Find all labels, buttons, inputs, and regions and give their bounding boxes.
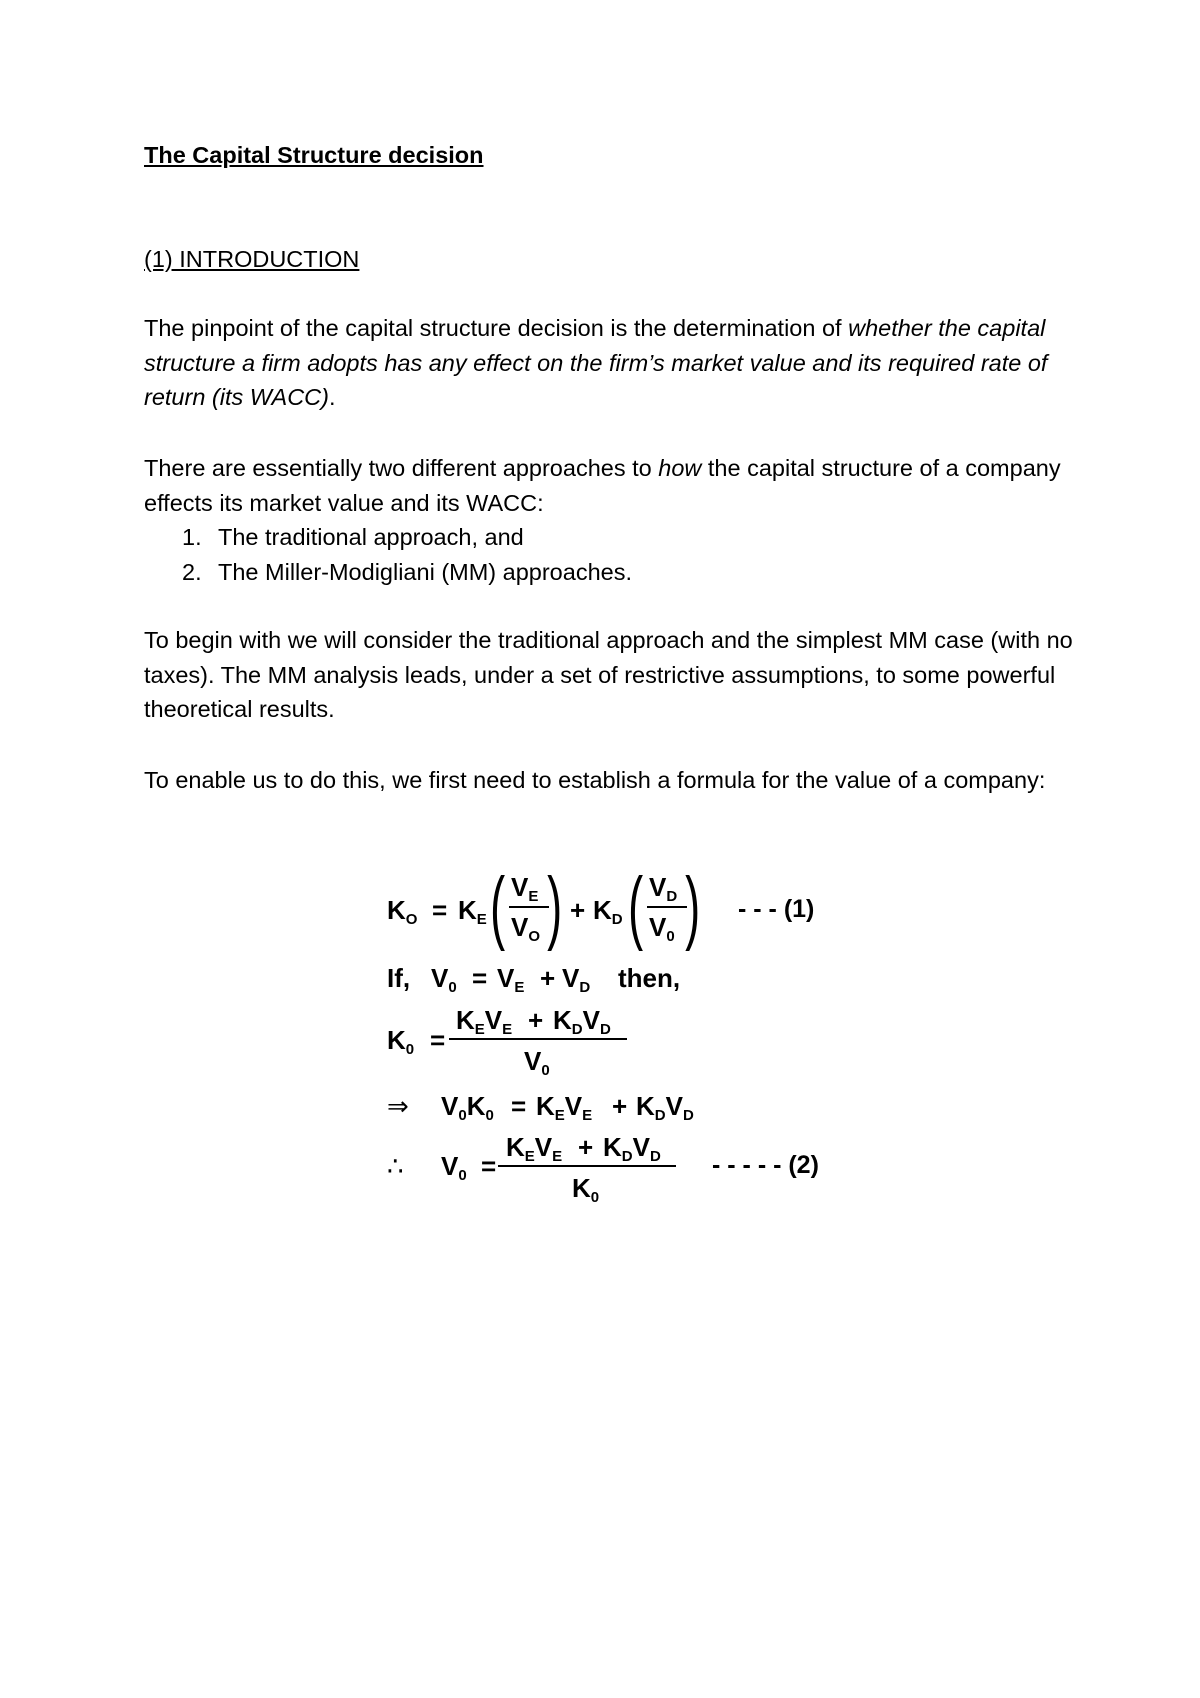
equation-term: $V_0K_0$ <box>441 1091 494 1124</box>
paragraph-emphasis: how <box>658 455 702 481</box>
list-item <box>144 555 1044 590</box>
list-item-text: The Miller-Modigliani (MM) approaches. <box>218 558 632 585</box>
fraction-numerator: $K_DV_D$ <box>603 1132 661 1165</box>
equation-term: $K_DV_D$ <box>636 1091 694 1124</box>
fraction-denominator: $V_0$ <box>649 912 675 945</box>
fraction-numerator: $V_D$ <box>649 872 678 905</box>
equation-number: - - - - - (2) <box>712 1151 819 1179</box>
equation-equals: = <box>432 895 448 925</box>
equation-plus: + <box>570 895 586 925</box>
equation-plus: + <box>540 963 556 993</box>
equation-term: $K_E$ <box>458 895 487 928</box>
paragraph-emphasis: whether the capital structure a firm adopts has any effect on the firm’s market value and its required rate of return (its WACC) <box>144 315 1048 410</box>
equation-term: $K_0$ <box>387 1025 415 1058</box>
implies-symbol: ⇒ <box>387 1091 409 1121</box>
paragraph-text: . <box>328 384 336 410</box>
paragraph-text: There are essentially two different approaches to <box>144 455 659 481</box>
equation-number: - - - (1) <box>738 895 815 923</box>
right-paren: ) <box>547 861 563 952</box>
paragraph-text: the capital structure of a company effects its market value and its WACC: <box>144 455 1061 516</box>
fraction-bar <box>449 1038 627 1040</box>
list-number: 2. <box>182 558 202 585</box>
equation-equals: = <box>430 1025 446 1055</box>
fraction-numerator: $K_EV_E$ <box>456 1005 513 1038</box>
section-heading: (1) INTRODUCTION <box>144 246 360 272</box>
equation-term: $V_0$ <box>431 963 457 996</box>
paragraph-mm-analysis: To begin with we will consider the traditional approach and the simplest MM case (with no taxes). The MM analysis leads, under a set of restrictive assumptions, to some powerful theoretical results. <box>144 627 1073 722</box>
equation-plus: + <box>612 1091 628 1121</box>
document-title: The Capital Structure decision <box>144 142 484 168</box>
condition-if: If, <box>387 963 411 993</box>
left-paren: ( <box>490 861 506 952</box>
fraction-bar <box>498 1165 676 1167</box>
condition-then: then, <box>618 963 681 993</box>
equation-term: $V_0$ <box>441 1151 467 1184</box>
fraction-denominator: $V_0$ <box>524 1046 550 1079</box>
fraction-denominator: $V_O$ <box>511 912 541 945</box>
equation-equals: = <box>511 1091 527 1121</box>
approaches-list <box>144 520 1044 589</box>
paragraph-text: The pinpoint of the capital structure decision is the determination of <box>144 315 849 341</box>
list-number: 1. <box>182 524 202 550</box>
fraction-bar <box>647 906 687 908</box>
fraction-numerator: $K_EV_E$ <box>506 1132 563 1165</box>
paragraph-formula-intro: To enable us to do this, we first need to establish a formula for the value of a company: <box>144 767 1046 793</box>
equation-term: $K_O$ <box>387 895 418 928</box>
therefore-symbol: ∴ <box>387 1151 404 1181</box>
list-item <box>144 520 1044 555</box>
fraction-denominator: $K_0$ <box>572 1173 600 1206</box>
paragraph-approaches <box>144 451 1084 520</box>
equation-term: $K_D$ <box>593 895 623 928</box>
left-paren: ( <box>628 861 644 952</box>
paragraph-intro <box>144 311 1084 415</box>
equation-plus: + <box>528 1005 544 1035</box>
equation-term: $V_E$ <box>497 963 525 996</box>
fraction-numerator: $K_DV_D$ <box>553 1005 611 1038</box>
fraction-bar <box>509 906 549 908</box>
right-paren: ) <box>685 861 701 952</box>
equation-term: $K_EV_E$ <box>536 1091 593 1124</box>
equation-plus: + <box>578 1132 594 1162</box>
equation-equals: = <box>481 1151 497 1181</box>
equation-equals: = <box>472 963 488 993</box>
fraction-numerator: $V_E$ <box>511 872 539 905</box>
equation-term: $V_D$ <box>562 963 591 996</box>
list-item-text: The traditional approach, and <box>218 524 524 550</box>
